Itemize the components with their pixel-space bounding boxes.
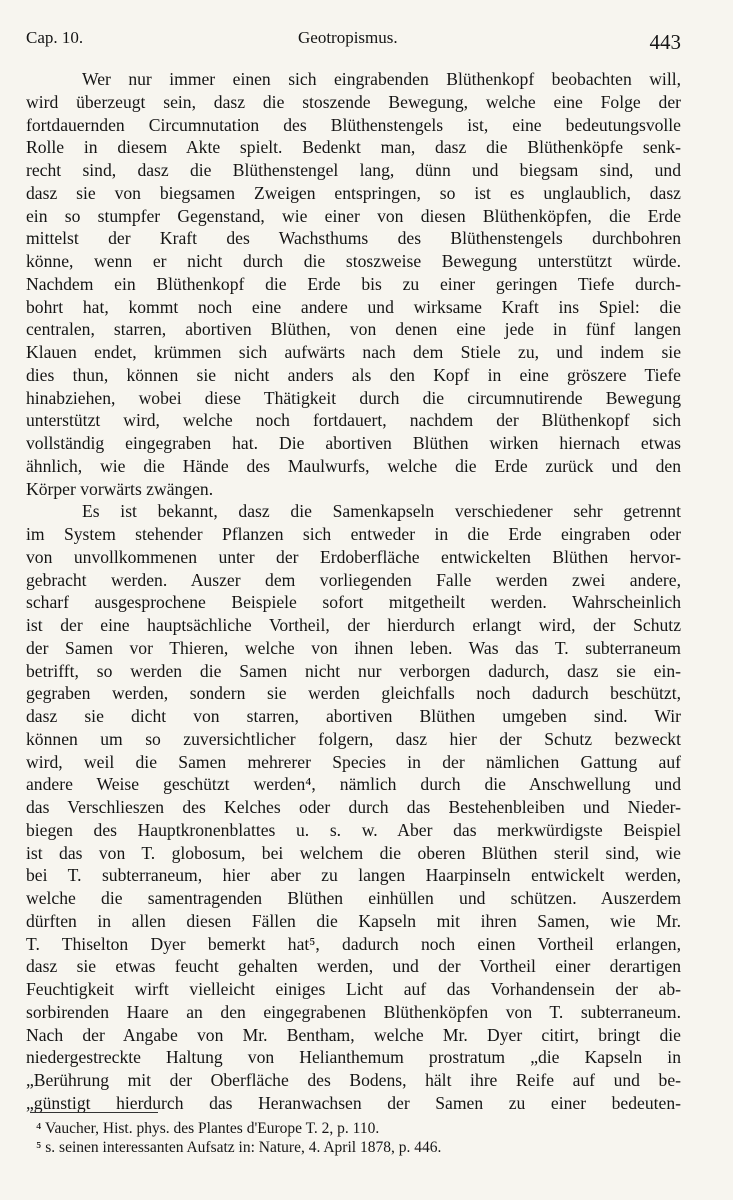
text-line: dürften in allen diesen Fällen die Kapseln mit ihren Samen, wie Mr.	[26, 910, 681, 931]
text-line: biegen des Hauptkronenblattes u. s. w. Aber das merkwürdigste Beispiel	[26, 819, 681, 840]
footnote-4: ⁴ Vaucher, Hist. phys. des Plantes d'Europe T. 2, p. 110.	[36, 1120, 380, 1137]
text-line: Rolle in diesem Akte spielt. Bedenkt man, dasz die Blüthenköpfe senk-	[26, 137, 681, 158]
chapter-label: Cap. 10.	[26, 28, 84, 47]
text-line: betrifft, so werden die Samen nicht nur verborgen dadurch, dasz sie ein-	[26, 660, 681, 681]
text-line: gebracht werden. Auszer dem vorliegenden Falle werden zwei andere,	[26, 569, 681, 590]
text-line: welche die samentragenden Blüthen einhüllen und schützen. Auszerdem	[26, 888, 681, 908]
header-title: Geotropismus.	[298, 28, 398, 47]
text-line: scharf ausgesprochene Beispiele sofort mitgetheilt werden. Wahrscheinlich	[26, 592, 681, 613]
text-line: T. Thiselton Dyer bemerkt hat⁵, dadurch noch einen Vortheil erlangen,	[26, 933, 681, 954]
footnote-rule	[30, 1112, 158, 1113]
text-line: ist das von T. globosum, bei welchem die oberen Blüthen steril sind, wie	[26, 842, 681, 863]
text-line: könne, wenn er nicht durch die stoszweise Bewegung unterstützt würde.	[26, 251, 681, 271]
text-line: niedergestreckte Haltung von Helianthemum prostratum „die Kapseln in	[26, 1047, 681, 1068]
text-line: unterstützt wird, welche noch fortdauert, nachdem der Blüthenkopf sich	[26, 410, 681, 431]
text-line: ähnlich, wie die Hände des Maulwurfs, welche die Erde zurück und den	[26, 455, 681, 476]
text-line: bei T. subterraneum, hier aber zu langen Haarpinseln entwickelt werden,	[26, 865, 681, 886]
text-line: ein so stumpfer Gegenstand, wie einer von diesen Blüthenköpfen, die Erde	[26, 205, 681, 226]
text-line: hinabziehen, wobei diese Thätigkeit durch die circumnutirende Bewegung	[26, 387, 681, 408]
text-line: dies thun, können sie nicht anders als den Kopf in eine gröszere Tiefe	[26, 364, 681, 385]
text-line: der Samen vor Thieren, welche von ihnen leben. Was das T. subterraneum	[26, 637, 681, 658]
footnotes	[36, 1119, 676, 1157]
text-line: von unvollkommenen unter der Erdoberfläche entwickelten Blüthen hervor-	[26, 546, 681, 567]
text-line: andere Weise geschützt werden⁴, nämlich durch die Anschwellung und	[26, 774, 681, 795]
text-line: Nachdem ein Blüthenkopf die Erde bis zu einer geringen Tiefe durch-	[26, 273, 681, 294]
text-line: ist der eine hauptsächliche Vortheil, der hierdurch erlangt wird, der Schutz	[26, 615, 681, 635]
text-line: Klauen endet, krümmen sich aufwärts nach dem Stiele zu, und indem sie	[26, 342, 681, 362]
footnote-5: ⁵ s. seinen interessanten Aufsatz in: Nature, 4. April 1878, p. 446.	[36, 1139, 442, 1156]
text-line: „günstigt hierdurch das Heranwachsen der Samen zu einer bedeuten-	[26, 1092, 681, 1113]
text-line: „Berührung mit der Oberfläche des Bodens, hält ihre Reife auf und be-	[26, 1070, 681, 1090]
page-number: 443	[649, 30, 681, 54]
text-line: Nach der Angabe von Mr. Bentham, welche Mr. Dyer citirt, bringt die	[26, 1024, 681, 1045]
text-line: dasz sie dicht von starren, abortiven Blüthen umgeben sind. Wir	[26, 706, 681, 726]
text-line: centralen, starren, abortiven Blüthen, von denen eine jede in fünf langen	[26, 319, 681, 340]
text-line: dasz sie von biegsamen Zweigen entspringen, so ist es unglaublich, dasz	[26, 182, 681, 203]
text-line: wird überzeugt sein, dasz die stoszende Bewegung, welche eine Folge der	[26, 91, 681, 112]
text-line: vollständig eingegraben hat. Die abortiven Blüthen wirken hiernach etwas	[26, 433, 681, 453]
text-line: Körper vorwärts zwängen.	[26, 478, 214, 499]
text-line: fortdauernden Circumnutation des Blüthenstengels ist, eine bedeutungsvolle	[26, 114, 681, 135]
text-line: bohrt hat, kommt noch eine andere und wirksame Kraft ins Spiel: die	[26, 296, 681, 317]
text-line: Es ist bekannt, dasz die Samenkapseln verschiedener sehr getrennt	[82, 501, 681, 522]
text-line: gegraben werden, sondern sie werden gleichfalls noch dadurch beschützt,	[26, 683, 681, 704]
text-line: Feuchtigkeit wirft vielleicht einiges Licht auf das Vorhandensein der ab-	[26, 979, 681, 999]
text-line: sorbirenden Haare an den eingegrabenen Blüthenköpfen von T. subterraneum.	[26, 1001, 681, 1022]
text-line: können um so zuversichtlicher folgern, dasz hier der Schutz bezweckt	[26, 728, 681, 749]
running-header	[26, 28, 681, 58]
text-line: Wer nur immer einen sich eingrabenden Blüthenkopf beobachten will,	[82, 69, 681, 89]
text-line: recht sind, dasz die Blüthenstengel lang, dünn und biegsam sind, und	[26, 160, 681, 180]
text-line: das Verschlieszen des Kelches oder durch das Bestehenbleiben und Nieder-	[26, 797, 681, 817]
text-line: dasz sie etwas feucht gehalten werden, und der Vortheil einer derartigen	[26, 956, 681, 977]
body-text	[26, 68, 681, 1115]
text-line: im System stehender Pflanzen sich entweder in die Erde eingraben oder	[26, 524, 681, 544]
text-line: wird, weil die Samen mehrerer Species in der nämlichen Gattung auf	[26, 751, 681, 772]
text-line: mittelst der Kraft des Wachsthums des Blüthenstengels durchbohren	[26, 228, 681, 249]
